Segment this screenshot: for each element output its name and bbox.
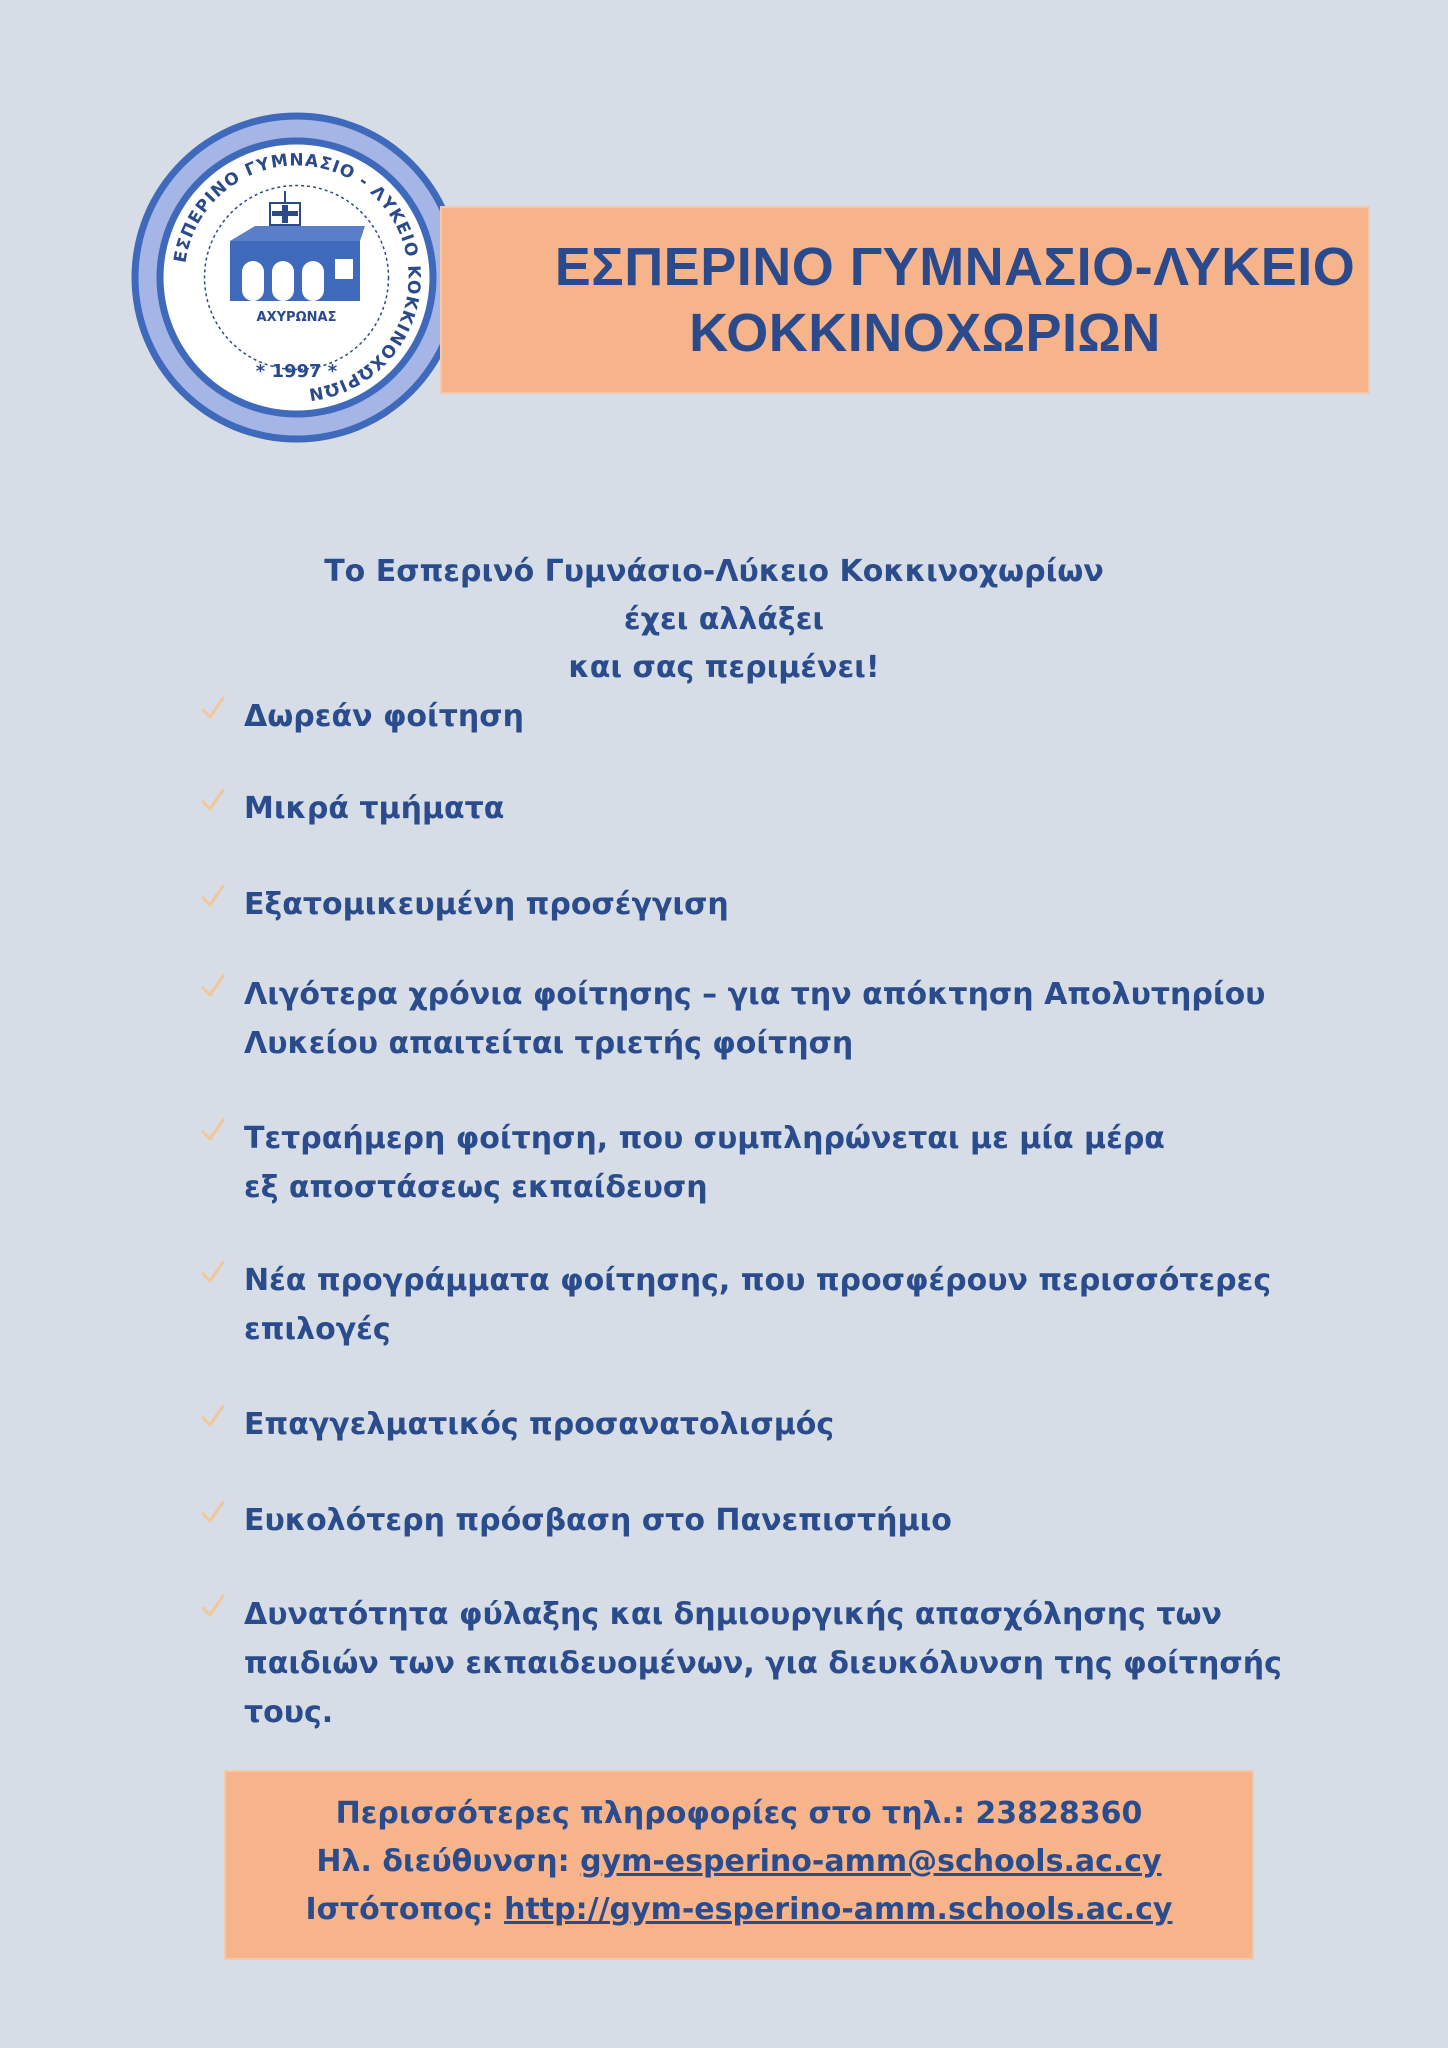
feature-text — [244, 1114, 1314, 1212]
feature-text — [244, 1400, 1314, 1449]
checkmark-icon — [200, 1112, 226, 1148]
contact-web-label: Ιστότοπος: — [305, 1892, 505, 1927]
feature-text — [244, 1590, 1314, 1737]
page-title-line1: ΕΣΠΕΡΙΝΟ ΓΥΜΝΑΣΙΟ-ΛΥΚΕΙΟ — [554, 237, 1356, 297]
feature-line: Εξατομικευμένη προσέγγιση — [244, 887, 729, 922]
checkmark-icon — [200, 1494, 226, 1530]
logo-ring-text: ΕΣΠΕΡΙΝΟ ΓΥΜΝΑΣΙΟ - ΛΥΚΕΙΟ ΚΟΚΚΙΝΟΧΩΡΙΩΝ — [170, 150, 424, 405]
contact-email-row — [226, 1838, 1252, 1886]
contact-email-link[interactable]: gym-esperino-amm@schools.ac.cy — [580, 1844, 1162, 1879]
checkmark-icon — [200, 782, 226, 818]
feature-line: Ευκολότερη πρόσβαση στο Πανεπιστήμιο — [244, 1503, 952, 1538]
intro-line1: Το Εσπερινό Γυμνάσιο-Λύκειο Κοκκινοχωρίων — [324, 554, 1104, 589]
checkmark-icon — [200, 968, 226, 1004]
feature-line: Δυνατότητα φύλαξης και δημιουργικής απασχόλησης των — [244, 1597, 1222, 1632]
checkmark-icon — [200, 878, 226, 914]
checkmark-icon — [200, 1398, 226, 1434]
intro-line2: έχει αλλάξει — [623, 602, 825, 637]
contact-phone: Περισσότερες πληροφορίες στο τηλ.: 23828360 — [335, 1796, 1143, 1831]
feature-line: Λιγότερα χρόνια φοίτησης – για την απόκτηση Απολυτηρίου — [244, 977, 1266, 1012]
feature-line: Λυκείου απαιτείται τριετής φοίτηση — [244, 1026, 854, 1061]
feature-text — [244, 880, 1314, 929]
contact-box — [224, 1770, 1254, 1960]
feature-line: επιλογές — [244, 1312, 391, 1347]
feature-line: παιδιών των εκπαιδευομένων, για διευκόλυνση της φοίτησής — [244, 1646, 1282, 1681]
intro-line3: και σας περιμένει! — [568, 650, 880, 685]
feature-text — [244, 1256, 1314, 1354]
feature-text — [244, 692, 1314, 741]
feature-line: Δωρεάν φοίτηση — [244, 699, 524, 734]
contact-web-row — [226, 1886, 1252, 1934]
checkmark-icon — [200, 1588, 226, 1624]
feature-line: Νέα προγράμματα φοίτησης, που προσφέρουν περισσότερες — [244, 1263, 1272, 1298]
checkmark-icon — [200, 1254, 226, 1290]
contact-web-link[interactable]: http://gym-esperino-amm.schools.ac.cy — [504, 1892, 1173, 1927]
feature-line: εξ αποστάσεως εκπαίδευση — [244, 1170, 708, 1205]
logo-place: ΑΧΥΡΩΝΑΣ — [256, 310, 337, 325]
feature-text — [244, 1496, 1314, 1545]
feature-text — [244, 970, 1314, 1068]
feature-line: Τετραήμερη φοίτηση, που συμπληρώνεται με μία μέρα — [244, 1121, 1165, 1156]
feature-text — [244, 784, 1314, 833]
feature-line: Επαγγελματικός προσανατολισμός — [244, 1407, 835, 1442]
contact-email-label: Ηλ. διεύθυνση: — [316, 1844, 581, 1879]
logo-year: * 1997 * — [255, 361, 338, 382]
page-title-line2: ΚΟΚΚΙΝΟΧΩΡΙΩΝ — [689, 303, 1161, 363]
checkmark-icon — [200, 690, 226, 726]
feature-line: τους. — [244, 1695, 334, 1730]
feature-line: Μικρά τμήματα — [244, 791, 505, 826]
